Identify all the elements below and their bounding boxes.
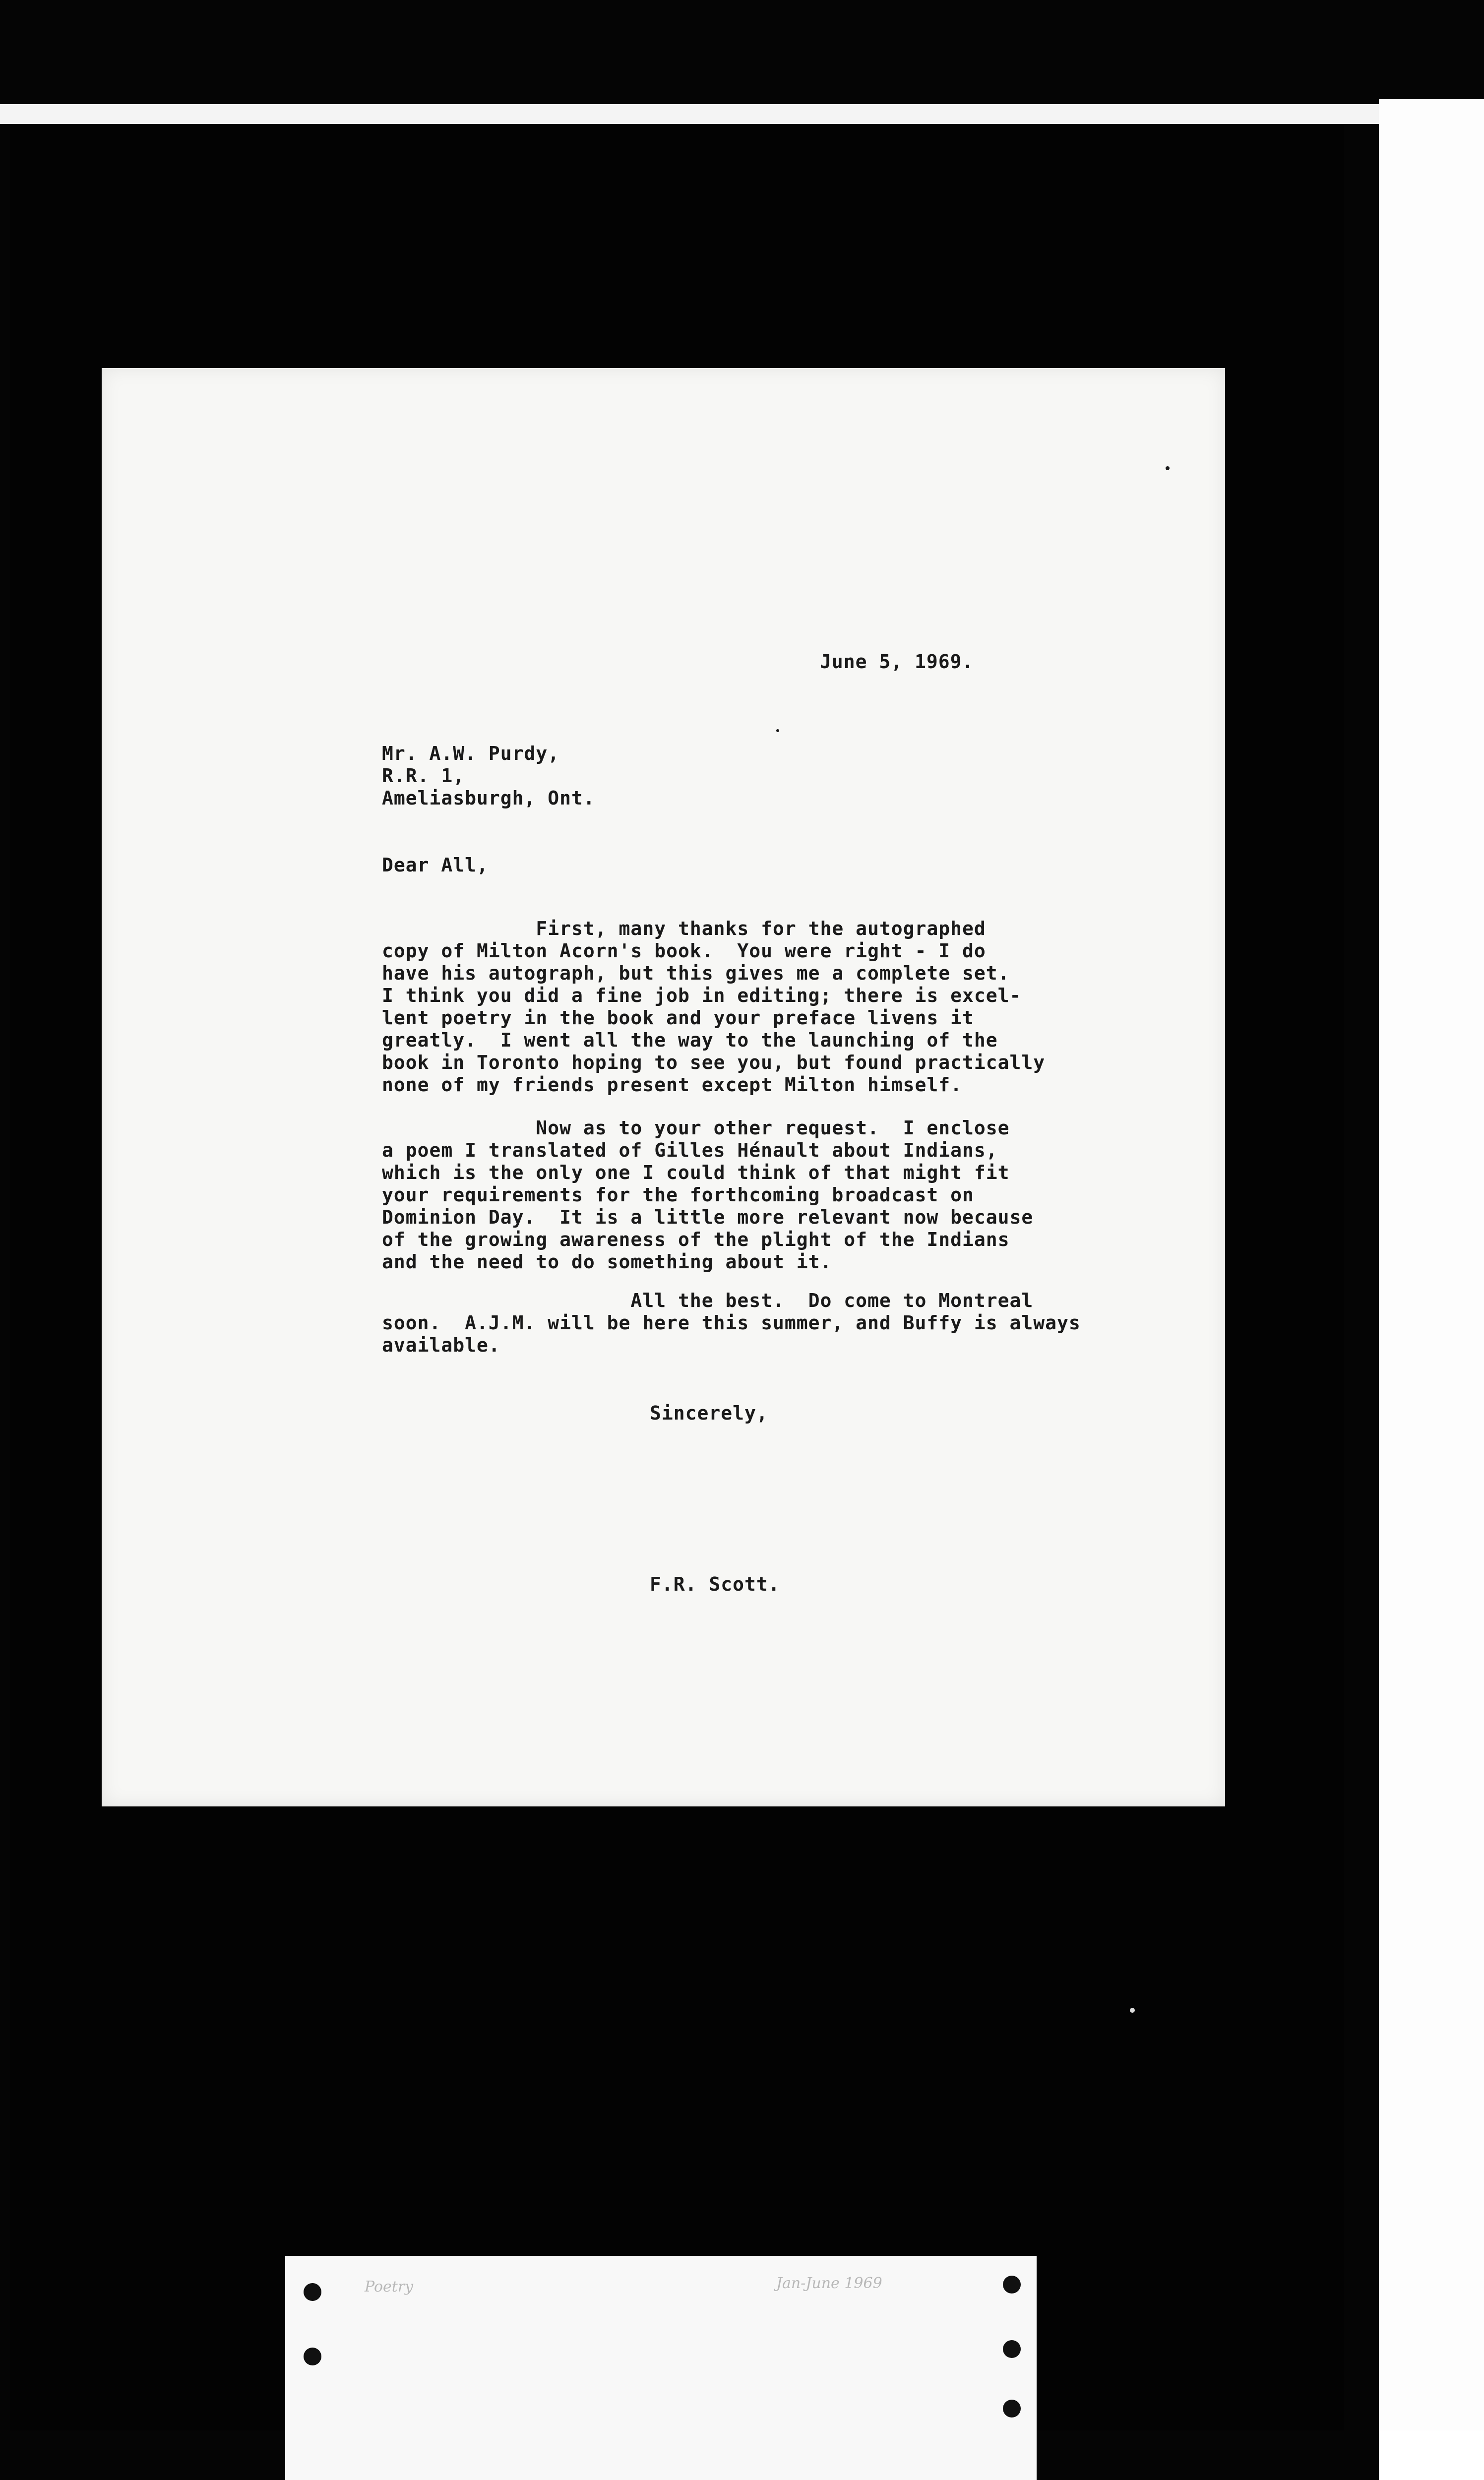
film-speck xyxy=(776,729,779,732)
punch-hole-icon xyxy=(1003,2340,1021,2358)
address-line-route: R.R. 1, xyxy=(382,765,465,787)
punch-hole-icon xyxy=(1003,2276,1021,2294)
address-line-town: Ameliasburgh, Ont. xyxy=(382,787,595,809)
signature: F.R. Scott. xyxy=(650,1573,780,1595)
punch-hole-icon xyxy=(304,2283,321,2301)
letter-page xyxy=(102,368,1225,1806)
film-speck xyxy=(1130,2008,1135,2013)
punch-hole-icon xyxy=(1003,2400,1021,2418)
right-film-edge xyxy=(1379,99,1484,2430)
film-speck xyxy=(1166,466,1170,470)
body-paragraph-3: All the best. Do come to Montreal soon. A.J.M. will be here this summer, and Buffy is always available. xyxy=(382,1290,1081,1356)
closing: Sincerely, xyxy=(650,1402,768,1424)
body-paragraph-2: Now as to your other request. I enclose a poem I translated of Gilles Hénault about Indians, which is the only one I could think of that might fit your requirements for the forthcoming broadcast on Dominion Day. It is a little more relevant now because of the growing awareness of the plight of the Indians and the need to do something about it. xyxy=(382,1117,1034,1273)
letter-date: June 5, 1969. xyxy=(820,651,974,673)
body-paragraph-1: First, many thanks for the autographed copy of Milton Acorn's book. You were right - I do have his autograph, but this gives me a complete set. I think you did a fine job in editing; there is excel- lent poetry in the book and your preface livens it greatly. I went all the way to the launching of the book in Toronto hoping to see you, but found practically none of my friends present except Milton himself. xyxy=(382,918,1046,1096)
recipient-address xyxy=(382,743,595,809)
card-label-dates: Jan-June 1969 xyxy=(776,2275,882,2292)
punch-hole-icon xyxy=(304,2348,321,2365)
address-line-name: Mr. A.W. Purdy, xyxy=(382,743,560,764)
index-card xyxy=(285,2256,1037,2480)
top-film-edge xyxy=(0,104,1379,124)
card-label-subject: Poetry xyxy=(365,2278,414,2295)
salutation: Dear All, xyxy=(382,854,489,876)
